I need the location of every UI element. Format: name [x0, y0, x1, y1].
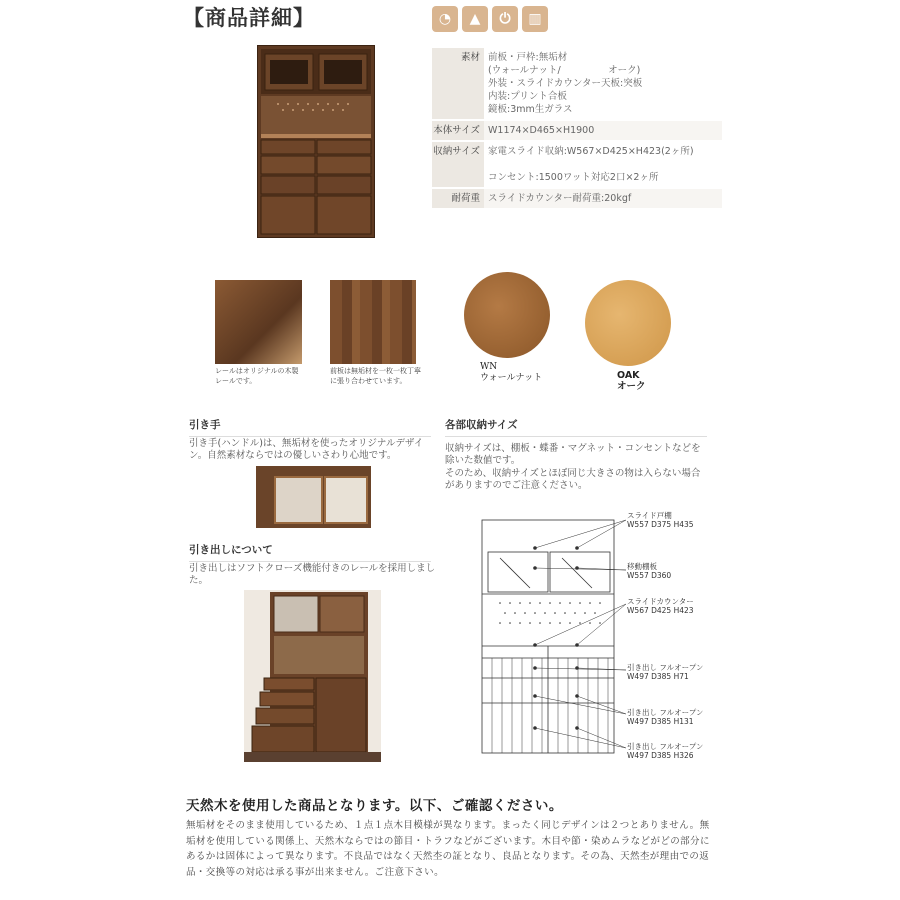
storage-diagram: [480, 518, 626, 756]
diagram-label: 移動棚板 W557 D360: [627, 562, 672, 580]
storage-heading: 各部収納サイズ: [445, 417, 707, 437]
slide-icon: ▥: [522, 6, 548, 32]
spec-row: [432, 121, 722, 140]
diagram-label: 引き出し フルオープン W497 D385 H71: [627, 663, 704, 681]
spec-value: W1174×D465×H1900: [484, 121, 722, 140]
drawer-heading: 引き出しについて: [189, 542, 431, 562]
walnut-label: [480, 362, 542, 384]
rail-photo: [215, 280, 302, 364]
handle-photo: [256, 466, 371, 528]
spec-row: [432, 48, 722, 119]
walnut-code: WN: [480, 362, 498, 372]
tree-icon: ▲: [462, 6, 488, 32]
oak-swatch: [585, 280, 671, 366]
outlet-icon: ⏻: [492, 6, 518, 32]
spec-key: 素材: [432, 48, 484, 119]
oak-code: OAK: [617, 370, 640, 381]
storage-text-1: 収納サイズは、棚板・蝶番・マグネット・コンセントなどを除いた数値です。: [445, 443, 701, 466]
storage-text-2: そのため、収納サイズとほぼ同じ大きさの物は入らない場合がありますのでご注意ください。: [445, 468, 701, 491]
drawer-text: 引き出しはソフトクローズ機能付きのレールを採用しました。: [189, 563, 436, 586]
diagram-label: スライドカウンター W567 D425 H423: [627, 597, 694, 615]
feature-icons: [432, 6, 548, 32]
diagram-label: 引き出し フルオープン W497 D385 H326: [627, 742, 704, 760]
handle-text: 引き手(ハンドル)は、無垢材を使ったオリジナルデザイン。自然素材ならではの優しいさわり心地です。: [189, 438, 424, 461]
spec-row: [432, 189, 722, 208]
front-caption: 前板は無垢材を一枚一枚丁寧に張り合わせています。: [330, 367, 421, 385]
handle-heading: 引き手: [189, 417, 431, 437]
spec-table: [432, 48, 722, 210]
spec-value: 前板・戸枠:無垢材 (ウォールナット/ オーク) 外装・スライドカウンター天板:突板 内装:プリント合板 鏡板:3mm生ガラス: [488, 52, 643, 115]
page-title: 【商品詳細】: [183, 5, 315, 30]
front-panel-photo: [330, 280, 416, 364]
product-photo: [257, 45, 375, 238]
spec-key: 耐荷重: [432, 189, 484, 208]
spec-value: 家電スライド収納:W567×D425×H423(2ヶ所) コンセント:1500ワット対応2口×2ヶ所: [488, 146, 694, 183]
spec-row: [432, 142, 722, 187]
diagram-label: 引き出し フルオープン W497 D385 H131: [627, 708, 704, 726]
spec-key: 収納サイズ: [432, 142, 484, 187]
walnut-name: ウォールナット: [480, 373, 543, 383]
notice-text: 無垢材をそのまま使用しているため、１点１点木目模様が異なります。まったく同じデザインは２つとありません。無垢材を使用している関係上、天然木ならではの節目・トラフなどがございます。木目や節・染めムラなどがどの部分にあるかは固体によって異なります。不良品ではなく天然杢の証となり、良品となります。その為、天然杢が理由での返品・交換等の対応は承る事が出来ません。ご注意下さい。: [186, 820, 710, 878]
notice-title: 天然木を使用した商品となります。以下、ご確認ください。: [186, 798, 563, 814]
diagram-label: スライド戸棚 W557 D375 H435: [627, 511, 694, 529]
oak-name: オーク: [617, 381, 646, 392]
rail-caption: レールはオリジナルの木製レールです。: [215, 367, 299, 385]
oak-label: [617, 370, 646, 392]
spec-key: 本体サイズ: [432, 121, 484, 140]
drawer-photo: [244, 590, 381, 762]
walnut-swatch: [464, 272, 550, 358]
spec-value: スライドカウンター耐荷重:20kgf: [484, 189, 722, 208]
wood-icon: ◔: [432, 6, 458, 32]
